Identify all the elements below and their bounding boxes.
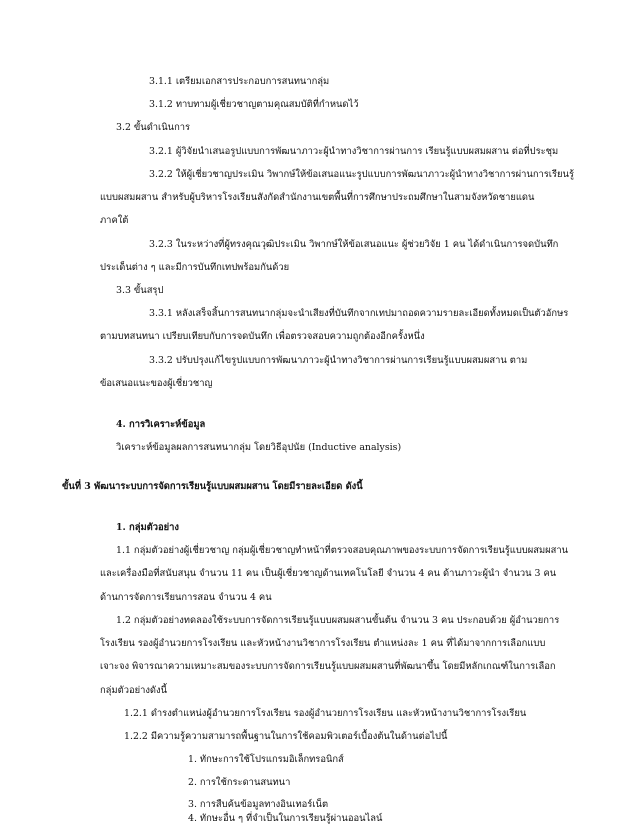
- stage-heading: ขั้นที่ 3 พัฒนาระบบการจัดการเรียนรู้แบบผสมผสาน โดยมีรายละเอียด ดังนี้: [62, 481, 363, 492]
- text-line: 1.1 กลุ่มตัวอย่างผู้เชี่ยวชาญ กลุ่มผู้เชี่ยวชาญทำหน้าที่ตรวจสอบคุณภาพของระบบการจัดการเรียนรู้แบบผสมผสาน: [116, 545, 569, 556]
- text-line: ภาคใต้: [100, 215, 129, 226]
- text-line: 3.3.1 หลังเสร็จสิ้นการสนทนากลุ่มจะนำเสียงที่บันทึกจากเทปมาถอดความรายละเอียดทั้งหมดเป็นตัวอักษร: [149, 308, 569, 319]
- text-line: 3.2.1 ผู้วิจัยนำเสนอรูปแบบการพัฒนาภาวะผู้นำทางวิชาการผ่านการ เรียนรู้แบบผสมผสาน ต่อที่ประชุม: [149, 146, 559, 157]
- text-line: ข้อเสนอแนะของผู้เชี่ยวชาญ: [100, 378, 213, 389]
- section-heading: 1. กลุ่มตัวอย่าง: [116, 522, 179, 533]
- text-line: 1.2.1 ดำรงตำแหน่งผู้อำนวยการโรงเรียน รองผู้อำนวยการโรงเรียน และหัวหน้างานวิชาการโรงเรียน: [124, 708, 527, 719]
- list-item: 2. การใช้กระดานสนทนา: [188, 777, 291, 788]
- text-line: 3.1.1 เตรียมเอกสารประกอบการสนทนากลุ่ม: [149, 76, 330, 87]
- section-heading: 3.2 ขั้นดำเนินการ: [116, 122, 191, 133]
- text-line: 3.2.3 ในระหว่างที่ผู้ทรงคุณวุฒิประเมิน วิพากษ์ให้ข้อเสนอแนะ ผู้ช่วยวิจัย 1 คน ได้ดำเนินการจดบันทึก: [149, 239, 559, 250]
- text-line: แบบผสมผสาน สำหรับผู้บริหารโรงเรียนสังกัดสำนักงานเขตพื้นที่การศึกษาประถมศึกษาในสามจังหวัดชายแดน: [100, 192, 535, 203]
- text-line: 3.1.2 ทาบทามผู้เชี่ยวชาญตามคุณสมบัติที่กำหนดไว้: [149, 99, 359, 110]
- text-line: และเครื่องมือที่สนับสนุน จำนวน 11 คน เป็นผู้เชี่ยวชาญด้านเทคโนโลยี จำนวน 4 คน ด้านภาวะผู้นำ จำนวน 3 คน: [100, 568, 557, 579]
- section-heading: 3.3 ขั้นสรุป: [116, 285, 164, 296]
- text-line: 3.3.2 ปรับปรุงแก้ไขรูปแบบการพัฒนาภาวะผู้นำทางวิชาการผ่านการเรียนรู้แบบผสมผสาน ตาม: [149, 355, 528, 366]
- text-line: วิเคราะห์ข้อมูลผลการสนทนากลุ่ม โดยวิธีอุปนัย (Inductive analysis): [116, 442, 402, 453]
- text-line: เจาะจง พิจารณาความเหมาะสมของระบบการจัดการเรียนรู้แบบผสมผสานที่พัฒนาขึ้น โดยมีหลักเกณฑ์ในการเลือก: [100, 661, 556, 672]
- text-line: โรงเรียน รองผู้อำนวยการโรงเรียน และหัวหน้างานวิชาการโรงเรียน ตำแหน่งละ 1 คน ที่ได้มาจากการเลือกแบบ: [100, 638, 546, 649]
- text-line: 1.2 กลุ่มตัวอย่างทดลองใช้ระบบการจัดการเรียนรู้แบบผสมผสานขั้นต้น จำนวน 3 คน ประกอบด้วย ผู้อำนวยการ: [116, 615, 560, 626]
- text-line: ตามบทสนทนา เปรียบเทียบกับการจดบันทึก เพื่อตรวจสอบความถูกต้องอีกครั้งหนึ่ง: [100, 331, 425, 342]
- text-line: กลุ่มตัวอย่างดังนี้: [100, 685, 167, 696]
- text-line: 3.2.2 ให้ผู้เชี่ยวชาญประเมิน วิพากษ์ให้ข้อเสนอแนะรูปแบบการพัฒนาภาวะผู้นำทางวิชาการผ่านการเรียนรู้: [149, 169, 574, 180]
- list-item: 4. ทักษะอื่น ๆ ที่จำเป็นในการเรียนรู้ผ่านออนไลน์: [188, 813, 383, 824]
- list-item: 1. ทักษะการใช้โปรแกรมอิเล็กทรอนิกส์: [188, 754, 344, 765]
- text-line: ด้านการจัดการเรียนการสอน จำนวน 4 คน: [100, 592, 272, 603]
- section-heading: 4. การวิเคราะห์ข้อมูล: [116, 419, 206, 430]
- text-line: ประเด็นต่าง ๆ และมีการบันทึกเทปพร้อมกันด้วย: [100, 262, 290, 273]
- text-line: 1.2.2 มีความรู้ความสามารถพื้นฐานในการใช้คอมพิวเตอร์เบื้องต้นในด้านต่อไปนี้: [124, 731, 448, 742]
- list-item: 3. การสืบค้นข้อมูลทางอินเทอร์เน็ต: [188, 799, 329, 810]
